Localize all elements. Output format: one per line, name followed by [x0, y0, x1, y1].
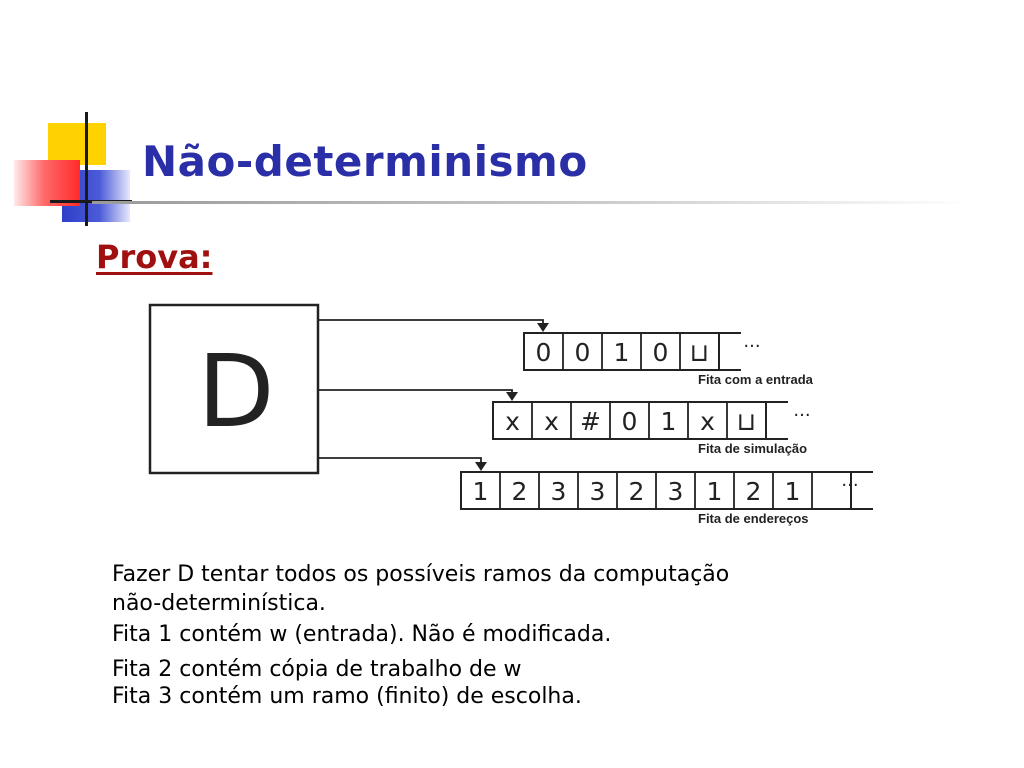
tape-cell-symbol: 3 — [589, 477, 606, 506]
tape-cell-symbol: 3 — [550, 477, 567, 506]
machine-d — [150, 305, 318, 473]
tape-cell-symbol: 1 — [706, 477, 723, 506]
tape-cell-symbol: 0 — [652, 338, 669, 367]
tape-cell-symbol: 2 — [511, 477, 528, 506]
tape-cell-symbol: 1 — [472, 477, 489, 506]
body-text — [112, 562, 729, 709]
page-title: Não-determinismo — [142, 137, 588, 186]
tape-caption: Fita de endereços — [698, 511, 809, 526]
connector-arrowhead — [475, 462, 487, 471]
tape-cell-symbol: ⊔ — [736, 407, 757, 436]
tape-cell-symbol: x — [700, 407, 715, 436]
tape-ellipsis: ... — [841, 470, 859, 491]
tape-cell-symbol: 1 — [784, 477, 801, 506]
tape-cell-symbol: 1 — [613, 338, 630, 367]
text-line: Fita 1 contém w (entrada). Não é modificada. — [112, 622, 612, 647]
text-line: Fazer D tentar todos os possíveis ramos da computação — [112, 562, 730, 587]
connector-line — [318, 320, 543, 324]
tape-cell-symbol: 0 — [574, 338, 591, 367]
connector-line — [318, 390, 512, 393]
tape-cell-symbol: 0 — [621, 407, 638, 436]
tape-caption: Fita com a entrada — [698, 372, 813, 387]
tape-cell-symbol: x — [544, 407, 559, 436]
subheading-prova: Prova: — [96, 238, 213, 276]
tape-2 — [318, 390, 811, 456]
tape-ellipsis: ... — [743, 331, 761, 352]
tape-cell-symbol: 2 — [745, 477, 762, 506]
tape-cell-symbol: 0 — [535, 338, 552, 367]
tape-cell-symbol: 2 — [628, 477, 645, 506]
machine-label: D — [197, 333, 275, 450]
tape-cell-symbol: 3 — [667, 477, 684, 506]
tape-3 — [318, 458, 873, 526]
tape-cell-symbol: 1 — [660, 407, 677, 436]
text-line: Fita 2 contém cópia de trabalho de w — [112, 657, 522, 682]
tape-ellipsis: ... — [793, 400, 811, 421]
text-line: não-determinística. — [112, 591, 326, 616]
connector-line — [318, 458, 481, 463]
tapes — [318, 320, 873, 526]
tape-1 — [318, 320, 814, 387]
connector-arrowhead — [506, 392, 518, 401]
tape-cell-symbol: # — [580, 407, 601, 436]
tape-cell-symbol: ⊔ — [689, 338, 710, 367]
tape-cell-symbol: x — [505, 407, 520, 436]
connector-arrowhead — [537, 323, 549, 332]
text-line: Fita 3 contém um ramo (finito) de escolha. — [112, 684, 582, 709]
tape-caption: Fita de simulação — [698, 441, 808, 456]
